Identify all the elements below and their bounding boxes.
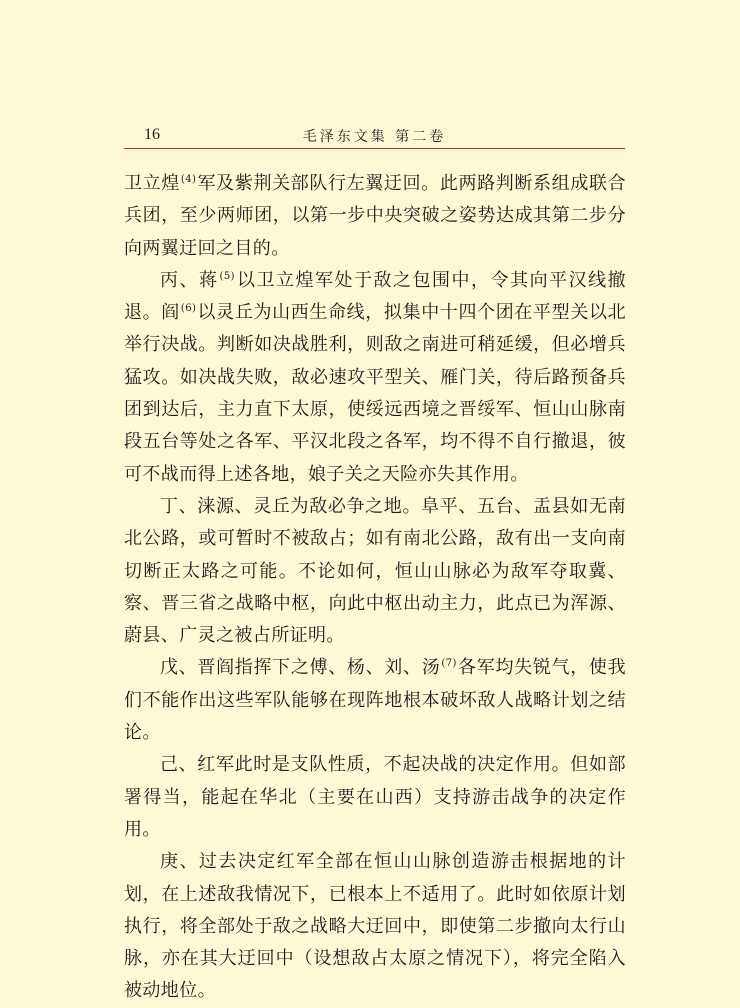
body-text bbox=[124, 168, 626, 1008]
text-segment: 丁、涞源、灵丘为敌必争之地。阜平、五台、盂县如无南北公路，或可暂时不被敌占；如有南北公路，敌有出一支向南切断正太路之可能。不论如何，恒山山脉必为敌军夺取冀、察、晋三省之战略中枢，向此中枢出动主力，此点已为浑源、蔚县、广灵之被占所证明。 bbox=[124, 495, 626, 647]
footnote-marker: (5) bbox=[219, 270, 235, 282]
header-rule bbox=[124, 148, 625, 149]
text-segment: 庚、过去决定红军全部在恒山山脉创造游击根据地的计划，在上述敌我情况下，已根本上不适用了。此时如依原计划执行，将全部处于敌之战略大迂回中，即使第二步撤向太行山脉，亦在其大迂回中（设想敌占太原之情况下），将完全陷入被动地位。 bbox=[124, 851, 626, 1002]
text-segment: 以卫立煌军处于敌之包围中，令其向平汉线撤退。阎 bbox=[124, 269, 626, 324]
paragraph bbox=[124, 491, 626, 652]
paragraph bbox=[124, 846, 626, 1007]
paragraph bbox=[124, 168, 626, 265]
text-segment: 卫立煌 bbox=[124, 173, 180, 194]
text-segment: 以灵丘为山西生命线，拟集中十四个团在平型关以北举行决战。判断如决战胜利，则敌之南进可稍延缓，但必增兵猛攻。如决战失败，敌必速攻平型关、雁门关，待后路预备兵团到达后，主力直下太原，使绥远西境之晋绥军、恒山山脉南段五台等处之各军、平汉北段之各军，均不得不自行撤退，彼可不战而得上述各地，娘子关之天险亦失其作用。 bbox=[124, 302, 626, 485]
paragraph bbox=[124, 265, 626, 491]
running-head: 毛泽东文集 第二卷 bbox=[302, 129, 447, 145]
footnote-marker: (7) bbox=[441, 658, 457, 670]
text-segment: 己、红军此时是支队性质，不起决战的决定作用。但如部署得当，能起在华北（主要在山西）支持游击战争的决定作用。 bbox=[124, 754, 626, 840]
text-segment: 丙、蒋 bbox=[160, 269, 219, 291]
text-segment: 军及紫荆关部队行左翼迂回。此两路判断系组成联合兵团，至少两师团，以第一步中央突破之姿势达成其第二步分向两翼迂回之目的。 bbox=[124, 173, 626, 259]
paragraph bbox=[124, 652, 626, 749]
page-header bbox=[124, 122, 625, 148]
text-segment: 戊、晋阎指挥下之傅、杨、刘、汤 bbox=[160, 657, 441, 679]
footnote-marker: (4) bbox=[180, 174, 197, 185]
text-segment: 各军均失锐气，使我们不能作出这些军队能够在现阵地根本破坏敌人战略计划之结论。 bbox=[124, 657, 626, 744]
footnote-marker: (6) bbox=[180, 303, 197, 315]
paragraph bbox=[124, 749, 626, 846]
page-number: 16 bbox=[144, 126, 160, 143]
